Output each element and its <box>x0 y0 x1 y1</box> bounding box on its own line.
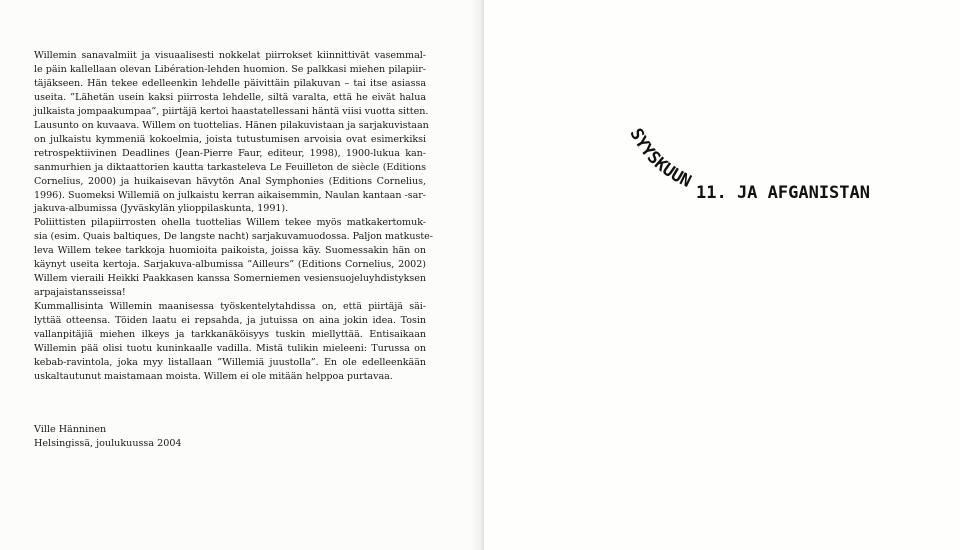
text-line: käynyt useita kertoja. Sarjakuva-albumissa ”Ailleurs” (Editions Cornelius, 2002) <box>34 259 426 271</box>
text-line: lyttää otteensa. Töiden laatu ei repsahda, ja jutuissa on aina jokin idea. Tosin <box>34 315 426 327</box>
text-line: sanmurhien ja diktaattorien kautta tarkasteleva Le Feuilleton de siècle (Editions <box>34 161 426 173</box>
text-line: jakuva-albumissa (Jyväskylän ylioppilaskunta, 1991). <box>34 203 289 215</box>
signature-block <box>34 423 334 451</box>
chapter-title-line: 11. JA AFGANISTAN <box>696 183 870 203</box>
text-line: Kummallisinta Willemin maanisessa työskentelytahdissa on, että piirtäjä säi- <box>34 301 426 313</box>
text-line: Willemin sanavalmiit ja visuaalisesti nokkelat piirrokset kiinnittivät vasemmal- <box>34 50 426 61</box>
text-line: Lausunto on kuvaava. Willem on tuottelias. Hänen pilakuvistaan ja sarjakuvistaan <box>34 119 429 131</box>
text-line: täjäkseen. Hän tekee edelleenkin lehdelle päivittäin pilakuvan – tai itse asiassa <box>34 77 426 89</box>
text-line: retrospektiivinen Deadlines (Jean-Pierre Faur, editeur, 1998), 1900-lukua kan- <box>34 147 426 159</box>
text-line: Cornelius, 2000) ja huikaisevan hävytön Anal Symphonies (Editions Cornelius, <box>34 175 426 187</box>
chapter-title-arc: SYYSKUUN <box>625 125 695 192</box>
chapter-title <box>590 110 950 230</box>
text-line: Poliittisten pilapiirrosten ohella tuottelias Willem tekee myös matkakertomuk- <box>34 217 426 229</box>
text-line: arpajaistansseissa! <box>34 287 126 299</box>
text-line: useita. ”Lähetän usein kaksi piirrosta lehdelle, siltä varalta, että he eivät halua <box>34 91 426 103</box>
text-line: le päin kallellaan olevan Libération-lehden huomion. Se palkkasi miehen pilapiir- <box>34 63 426 75</box>
text-line: on julkaistu kymmeniä kokoelmia, joista tutustumisen arvoisia ovat esimerkiksi <box>34 133 426 145</box>
text-line: 1996). Suomeksi Willemiä on julkaistu kerran aikaisemmin, Naulan kantaan -sar- <box>34 189 426 201</box>
author-name: Ville Hänninen <box>34 424 107 435</box>
right-page <box>484 0 960 550</box>
text-line: vallanpitäjiä miehen ilkeys ja tarkkanäköisyys tuskin miellyttää. Entisaikaan <box>34 329 426 341</box>
text-line: Willem vieraili Heikki Paakkasen kanssa Somerniemen vesiensuojeluyhdistyksen <box>34 273 426 285</box>
text-line: Willemin pää olisi tuotu kuninkaalle vadilla. Mistä tulikin mieleeni: Turussa on <box>34 343 426 355</box>
text-line: leva Willem tekee tarkkoja huomioita paikoista, joissa käy. Suomessakin hän on <box>34 245 426 257</box>
text-line: julkaista jompaakumpaa”, piirtäjä kertoi haastatellessani häntä viisi vuotta sitten. <box>34 105 429 117</box>
text-line: sia (esim. Quais baltiques, De langste nacht) sarjakuvamuodossa. Paljon matkuste- <box>34 231 433 243</box>
body-text <box>34 49 433 384</box>
text-line: kebab-ravintola, joka myy listallaan ”Willemiä juustolla”. En ole edelleenkään <box>34 356 426 368</box>
place-date: Helsingissä, joulukuussa 2004 <box>34 437 182 449</box>
text-line: uskaltautunut maistamaan moista. Willem ei ole mitään helppoa purtavaa. <box>34 370 393 382</box>
